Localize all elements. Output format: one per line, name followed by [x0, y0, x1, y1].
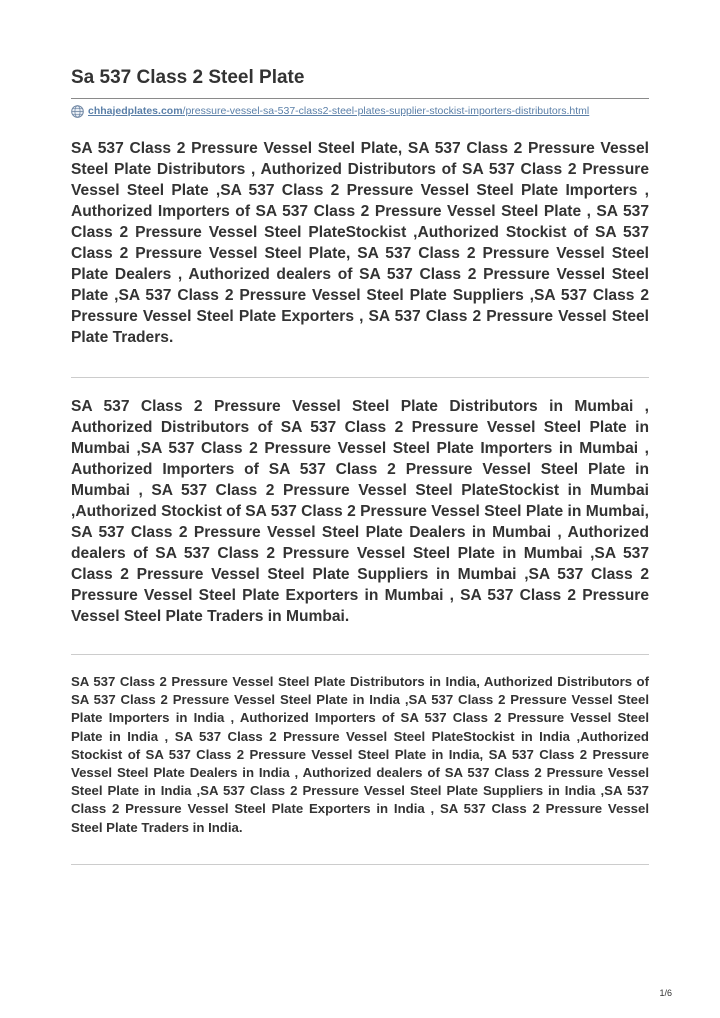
section-divider	[71, 654, 649, 655]
section-divider	[71, 864, 649, 865]
source-line	[71, 104, 589, 118]
globe-icon	[71, 105, 84, 118]
page-number: 1/6	[659, 988, 672, 998]
source-domain: chhajedplates.com	[88, 105, 183, 117]
paragraph-mumbai: SA 537 Class 2 Pressure Vessel Steel Plate Distributors in Mumbai , Authorized Distributors of SA 537 Class 2 Pressure Vessel Steel Plate in Mumbai ,SA 537 Class 2 Pressure Vessel Steel Plate Importers in Mumbai , Authorized Importers of SA 537 Class 2 Pressure Vessel Steel Plate in Mumbai , SA 537 Class 2 Pressure Vessel Steel PlateStockist in Mumbai ,Authorized Stockist of SA 537 Class 2 Pressure Vessel Steel Plate in Mumbai, SA 537 Class 2 Pressure Vessel Steel Plate Dealers in Mumbai , Authorized dealers of SA 537 Class 2 Pressure Vessel Steel Plate in Mumbai ,SA 537 Class 2 Pressure Vessel Steel Plate Suppliers in Mumbai ,SA 537 Class 2 Pressure Vessel Steel Plate Exporters in Mumbai , SA 537 Class 2 Pressure Vessel Steel Plate Traders in Mumbai.	[71, 398, 649, 625]
page-title: Sa 537 Class 2 Steel Plate	[71, 67, 305, 88]
source-url-link[interactable]	[88, 105, 589, 117]
source-path: /pressure-vessel-sa-537-class2-steel-plates-supplier-stockist-importers-distributors.html	[182, 105, 590, 117]
paragraph-india: SA 537 Class 2 Pressure Vessel Steel Plate Distributors in India, Authorized Distributors of SA 537 Class 2 Pressure Vessel Steel Plate in India ,SA 537 Class 2 Pressure Vessel Steel Plate Importers in India , Authorized Importers of SA 537 Class 2 Pressure Vessel Steel Plate in India , SA 537 Class 2 Pressure Vessel Steel PlateStockist in India ,Authorized Stockist of SA 537 Class 2 Pressure Vessel Steel Plate in India, SA 537 Class 2 Pressure Vessel Steel Plate Dealers in India , Authorized dealers of SA 537 Class 2 Pressure Vessel Steel Plate in India ,SA 537 Class 2 Pressure Vessel Steel Plate Suppliers in India ,SA 537 Class 2 Pressure Vessel Steel Plate Exporters in India , SA 537 Class 2 Pressure Vessel Steel Plate Traders in India.	[71, 674, 649, 835]
title-divider	[71, 98, 649, 99]
paragraph-general: SA 537 Class 2 Pressure Vessel Steel Plate, SA 537 Class 2 Pressure Vessel Steel Plate Distributors , Authorized Distributors of SA 537 Class 2 Pressure Vessel Steel Plate ,SA 537 Class 2 Pressure Vessel Steel Plate Importers , Authorized Importers of SA 537 Class 2 Pressure Vessel Steel Plate , SA 537 Class 2 Pressure Vessel Steel PlateStockist ,Authorized Stockist of SA 537 Class 2 Pressure Vessel Steel Plate, SA 537 Class 2 Pressure Vessel Steel Plate Dealers , Authorized dealers of SA 537 Class 2 Pressure Vessel Steel Plate ,SA 537 Class 2 Pressure Vessel Steel Plate Suppliers ,SA 537 Class 2 Pressure Vessel Steel Plate Exporters , SA 537 Class 2 Pressure Vessel Steel Plate Traders.	[71, 140, 649, 346]
section-divider	[71, 377, 649, 378]
